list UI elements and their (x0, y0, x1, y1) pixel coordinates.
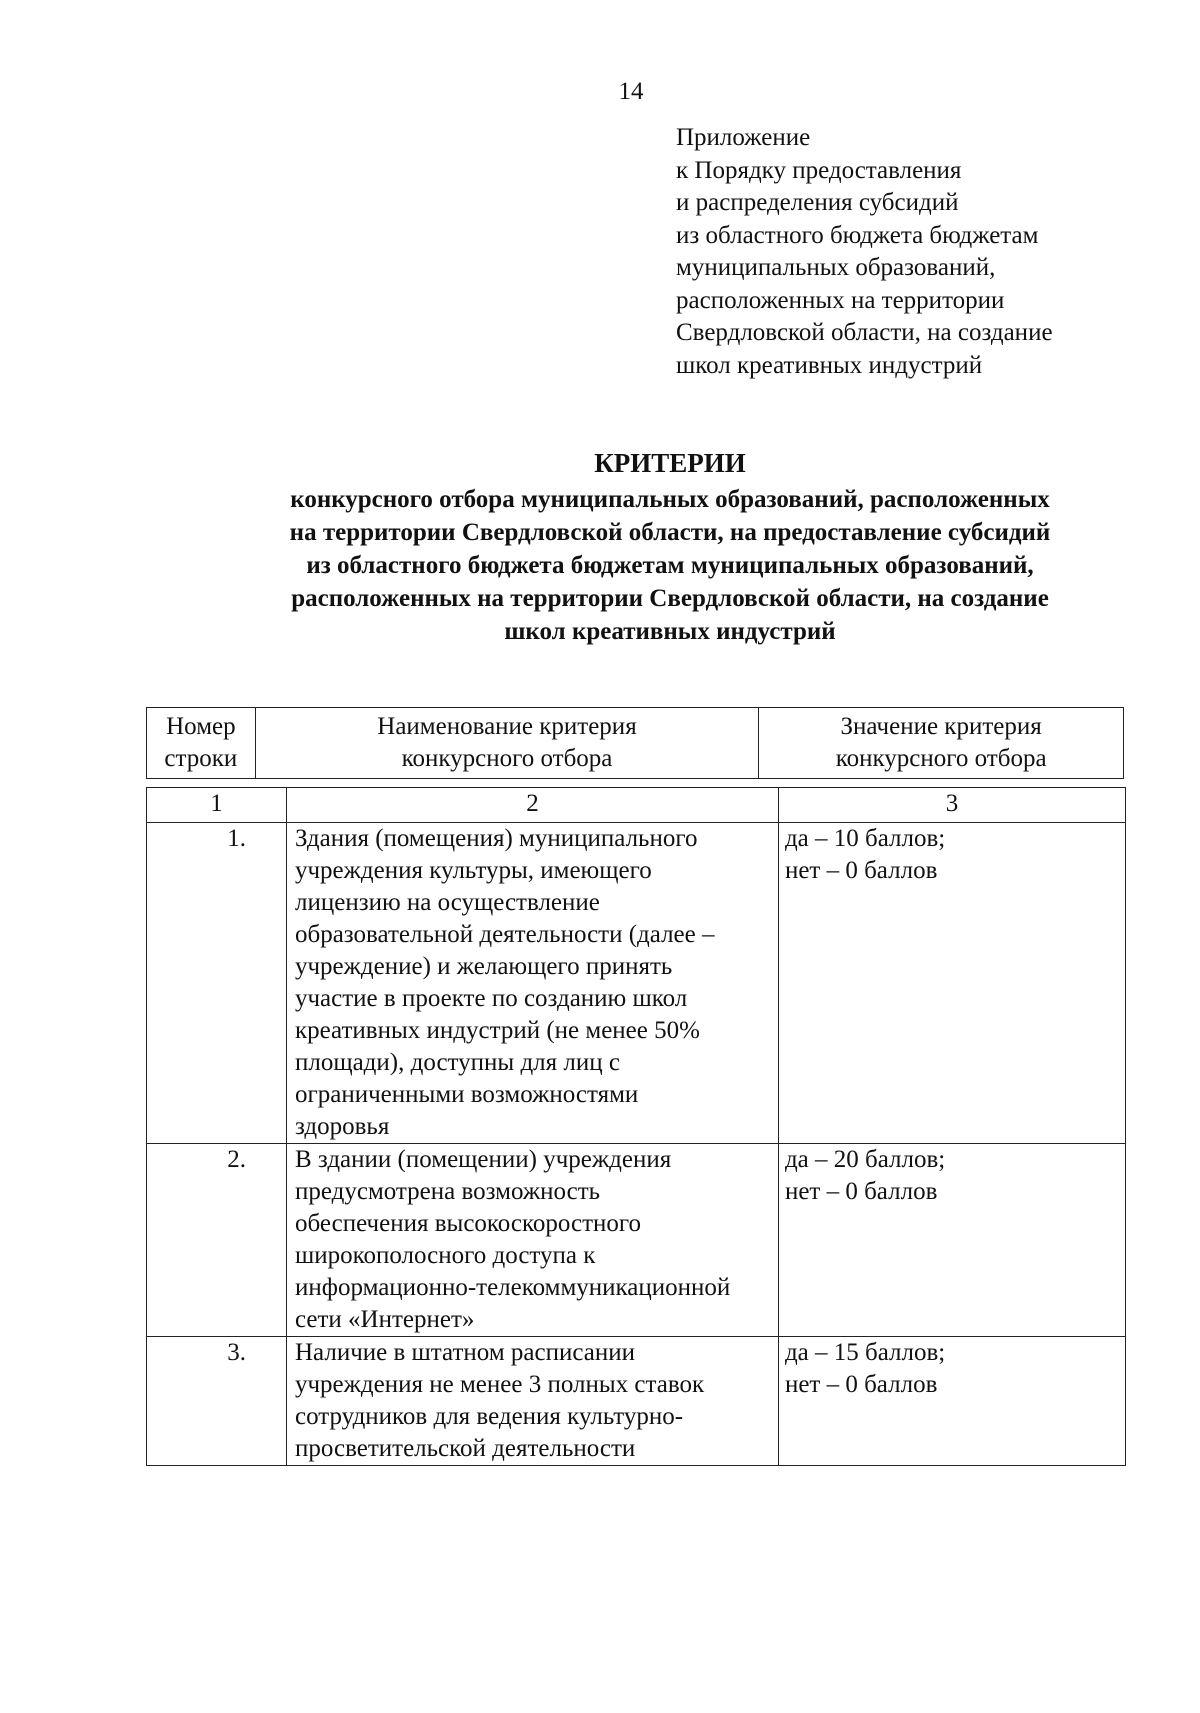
header-text: Значение критерия (840, 713, 1042, 740)
appendix-block (676, 122, 1176, 382)
title-main: КРИТЕРИИ (594, 448, 746, 478)
criterion-cell (286, 1144, 778, 1337)
criteria-table (146, 787, 1126, 1466)
criterion-line: просветительской деятельности (294, 1435, 636, 1462)
criterion-line: учреждения культуры, имеющего (294, 857, 652, 884)
subtitle-line: из областного бюджета бюджетам муниципальных образований, (306, 552, 1034, 579)
criterion-line: Здания (помещения) муниципального (294, 825, 698, 852)
appendix-line: Свердловской области, на создание (676, 319, 1053, 346)
criterion-line: сотрудников для ведения культурно- (294, 1403, 684, 1430)
header-row-number (147, 708, 256, 779)
document-subtitle (160, 483, 1180, 648)
header-criterion-name (255, 708, 759, 779)
criterion-line: информационно-телекоммуникационной (294, 1274, 731, 1301)
header-text: конкурсного отбора (835, 745, 1047, 772)
header-criterion-value (759, 708, 1124, 779)
column-number: 2 (286, 788, 778, 823)
table-row (147, 1337, 1126, 1466)
value-line: да – 20 баллов; (784, 1146, 946, 1173)
criterion-cell (286, 1337, 778, 1466)
row-number: 1. (147, 823, 287, 1144)
appendix-line: муниципальных образований, (676, 254, 996, 281)
criterion-line: лицензию на осуществление (294, 889, 600, 916)
value-line: да – 15 баллов; (784, 1339, 946, 1366)
table-row (147, 823, 1126, 1144)
criterion-line: широкополосного доступа к (294, 1242, 596, 1269)
appendix-line: школ креативных индустрий (676, 351, 983, 379)
header-text: Номер (166, 713, 236, 740)
criterion-line: предусмотрена возможность (294, 1178, 601, 1205)
column-number: 1 (147, 788, 287, 823)
criteria-table-header (146, 707, 1124, 779)
criterion-line: Наличие в штатном расписании (294, 1339, 635, 1366)
page-number: 14 (618, 78, 644, 105)
table-row (147, 1144, 1126, 1337)
subtitle-line: на территории Свердловской области, на предоставление субсидий (289, 519, 1051, 546)
value-cell (778, 1337, 1125, 1466)
value-line: нет – 0 баллов (784, 857, 938, 884)
value-line: да – 10 баллов; (784, 825, 946, 852)
criterion-line: учреждение) и желающего принять (294, 953, 673, 980)
criterion-cell (286, 823, 778, 1144)
header-text: Наименование критерия (377, 713, 637, 740)
header-text: конкурсного отбора (401, 745, 613, 772)
criterion-line: здоровья (294, 1113, 390, 1140)
appendix-line: Приложение (676, 124, 811, 151)
row-number: 2. (147, 1144, 287, 1337)
subtitle-line: расположенных на территории Свердловской области, на создание (291, 585, 1049, 612)
criterion-line: В здании (помещении) учреждения (294, 1146, 672, 1173)
criterion-line: образовательной деятельности (далее – (294, 921, 715, 948)
value-cell (778, 1144, 1125, 1337)
appendix-line: и распределения субсидий (676, 189, 959, 216)
column-number-row (147, 788, 1126, 823)
appendix-line: к Порядку предоставления (676, 156, 962, 184)
criterion-line: учреждения не менее 3 полных ставок (294, 1371, 705, 1398)
criterion-line: площади), доступны для лиц с (294, 1049, 620, 1076)
criterion-line: креативных индустрий (не менее 50% (294, 1017, 700, 1044)
appendix-line: из областного бюджета бюджетам (676, 221, 1039, 249)
subtitle-line: конкурсного отбора муниципальных образований, расположенных (290, 486, 1050, 513)
value-line: нет – 0 баллов (784, 1178, 938, 1205)
appendix-line: расположенных на территории (676, 286, 1005, 314)
value-line: нет – 0 баллов (784, 1371, 938, 1398)
row-number: 3. (147, 1337, 287, 1466)
criterion-line: участие в проекте по созданию школ (294, 985, 688, 1012)
subtitle-line: школ креативных индустрий (504, 618, 836, 645)
criterion-line: обеспечения высокоскоростного (294, 1210, 642, 1237)
value-cell (778, 823, 1125, 1144)
document-title (100, 446, 1200, 483)
column-number: 3 (778, 788, 1125, 823)
criterion-line: ограниченными возможностями (294, 1081, 639, 1108)
criterion-line: сети «Интернет» (294, 1306, 475, 1333)
header-text: строки (164, 745, 238, 772)
